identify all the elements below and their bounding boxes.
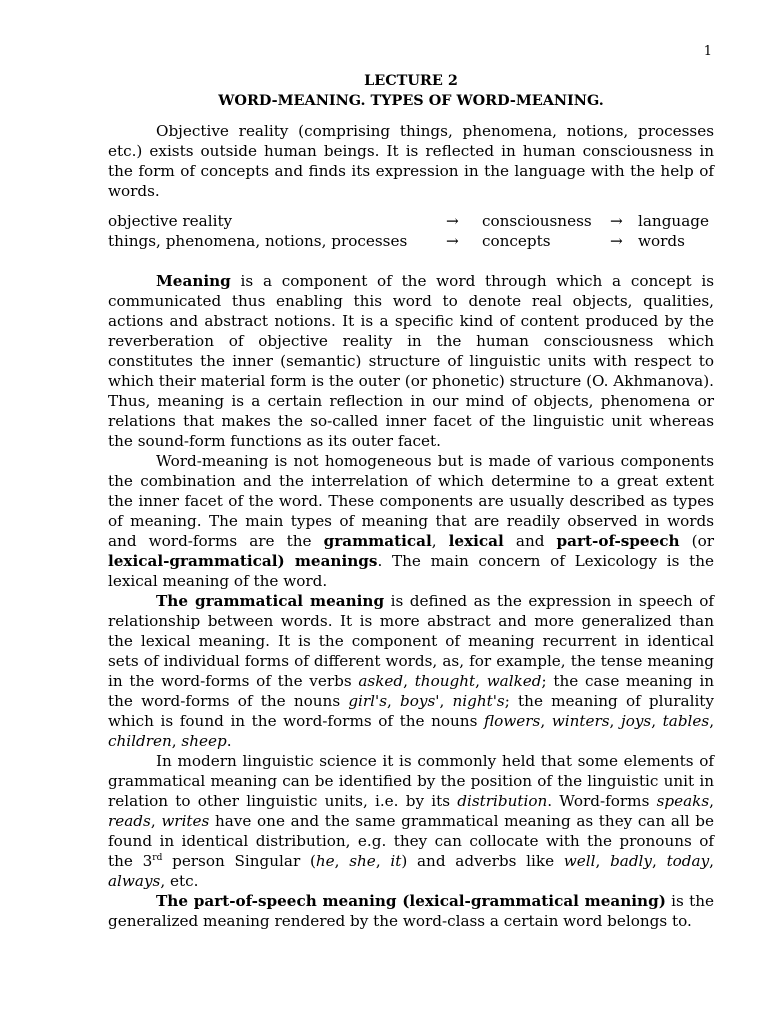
- text-span: In modern linguistic science it is commonly held that some elements of grammatical meaning can be identified by the position of the linguistic unit in relation to other linguistic units, i.e. by its: [108, 752, 714, 810]
- example-word: asked: [358, 672, 404, 690]
- text-span: , etc.: [160, 872, 199, 890]
- term-grammatical-meaning: The grammatical meaning: [156, 592, 385, 610]
- text-span: ,: [651, 712, 663, 730]
- text-span: ,: [150, 812, 162, 830]
- text-span: and: [503, 532, 557, 550]
- example-word: writes: [161, 812, 210, 830]
- text-span: .: [226, 732, 232, 750]
- example-word: girl's: [348, 692, 387, 710]
- text-span: is defined as the expression in speech of relationship between words. It is more abstract and more generalized than the lexical meaning. It is the component of meaning recurrent in identical sets of individual forms of different words, as, for example, the tense meaning in the word-forms of the verbs: [108, 592, 714, 690]
- mapping-cell: language: [638, 212, 709, 230]
- text-span: is a component of the word through which a concept is communicated thus enabling this word to denote real objects, qualities, actions and abstract notions. It is a specific kind of content produced by the reverberation of objective reality in the human consciousness which constitutes the inner (semantic) structure of linguistic units with respect to which their material form is the outer (or phonetic) structure (O. Akhmanova). Thus, meaning is a certain reflection in our mind of objects, phenomena or relations that makes the so-called inner facet of the linguistic unit whereas the sound-form functions as its outer facet.: [108, 272, 714, 450]
- example-word: well: [563, 852, 596, 870]
- text-span: . The main concern of Lexicology is the lexical meaning of the word.: [108, 552, 714, 590]
- text-span: (or: [679, 532, 714, 550]
- example-word: walked: [486, 672, 542, 690]
- text-span: Word-meaning is not homogeneous but is made of various components the combination and the interrelation of which determine to a great extent the inner facet of the word. These components are usually described as types of meaning. The main types of meaning that are readily observed in words and word-forms are the: [108, 452, 714, 550]
- text-span: ,: [709, 792, 714, 810]
- ordinal-superscript: rd: [152, 853, 163, 863]
- text-span: ,: [595, 852, 611, 870]
- word-meaning-paragraph: [108, 451, 714, 591]
- lecture-heading: [108, 71, 714, 111]
- mapping-row: [108, 231, 714, 251]
- text-span: ,: [439, 692, 453, 710]
- text-span: ,: [387, 692, 401, 710]
- reality-mapping-table: [108, 211, 714, 251]
- text-span: have one and the same grammatical meaning as they can all be found in identical distribution, e.g. they can collocate with the pronouns of the 3: [108, 812, 715, 870]
- example-word: speaks: [656, 792, 710, 810]
- mapping-cell: objective reality: [108, 212, 233, 230]
- text-span: ,: [709, 712, 715, 730]
- example-word: reads: [108, 812, 151, 830]
- example-word: joys: [620, 712, 652, 730]
- text-span: ,: [171, 732, 182, 750]
- example-word: flowers: [483, 712, 541, 730]
- example-word: today: [666, 852, 710, 870]
- text-span: ,: [334, 852, 350, 870]
- mapping-cell: things, phenomena, notions, processes: [108, 232, 408, 250]
- text-span: ,: [540, 712, 552, 730]
- text-span: . Word-forms: [547, 792, 657, 810]
- term-lexical: lexical: [448, 532, 504, 550]
- arrow-icon: →: [446, 232, 459, 250]
- example-word: he: [315, 852, 335, 870]
- term-part-of-speech-meaning: The part-of-speech meaning (lexical-grammatical meaning): [156, 892, 666, 910]
- term-part-of-speech: part-of-speech: [556, 532, 680, 550]
- text-span: ; the meaning of plurality which is found in the word-forms of the nouns: [108, 692, 714, 730]
- arrow-icon: →: [446, 212, 459, 230]
- text-span: ,: [609, 712, 621, 730]
- grammatical-meaning-paragraph: [108, 591, 714, 751]
- mapping-row: [108, 211, 714, 231]
- arrow-icon: →: [610, 232, 623, 250]
- page-number: 1: [703, 44, 712, 59]
- text-span: is the generalized meaning rendered by the word-class a certain word belongs to.: [108, 892, 714, 930]
- meaning-paragraph: [108, 271, 714, 451]
- mapping-cell: words: [638, 232, 685, 250]
- text-span: ) and adverbs like: [401, 852, 564, 870]
- term-lexical-grammatical: lexical-grammatical) meanings: [108, 552, 378, 570]
- example-word: sheep: [181, 732, 227, 750]
- text-span: ,: [652, 852, 667, 870]
- text-span: ; the case meaning in the word-forms of the nouns: [108, 672, 715, 710]
- part-of-speech-paragraph: [108, 891, 714, 931]
- text-span: ,: [431, 532, 449, 550]
- example-word: badly: [610, 852, 652, 870]
- example-word: she: [349, 852, 376, 870]
- text-span: ,: [475, 672, 487, 690]
- example-word: winters: [551, 712, 610, 730]
- distribution-paragraph: [108, 751, 714, 891]
- example-word: always: [108, 872, 161, 890]
- example-word: boys': [400, 692, 440, 710]
- lecture-title: LECTURE 2: [364, 72, 458, 89]
- example-word: night's: [452, 692, 505, 710]
- lecture-subtitle: WORD-MEANING. TYPES OF WORD-MEANING.: [218, 92, 604, 109]
- mapping-cell: consciousness: [482, 212, 592, 230]
- text-span: ,: [709, 852, 714, 870]
- intro-paragraph: Objective reality (comprising things, phenomena, notions, processes etc.) exists outside human beings. It is reflected in human consciousness in the form of concepts and finds its expression in the language with the help of words.: [108, 122, 714, 200]
- document-body: [108, 121, 714, 931]
- term-meaning: Meaning: [156, 272, 231, 290]
- mapping-cell: concepts: [482, 232, 551, 250]
- arrow-icon: →: [610, 212, 623, 230]
- example-word: distribution: [457, 792, 548, 810]
- example-word: children: [108, 732, 172, 750]
- example-word: thought: [414, 672, 476, 690]
- text-span: ,: [403, 672, 415, 690]
- text-span: ,: [375, 852, 391, 870]
- example-word: it: [390, 852, 402, 870]
- term-grammatical: grammatical: [323, 532, 432, 550]
- example-word: tables: [662, 712, 710, 730]
- text-span: person Singular (: [162, 852, 316, 870]
